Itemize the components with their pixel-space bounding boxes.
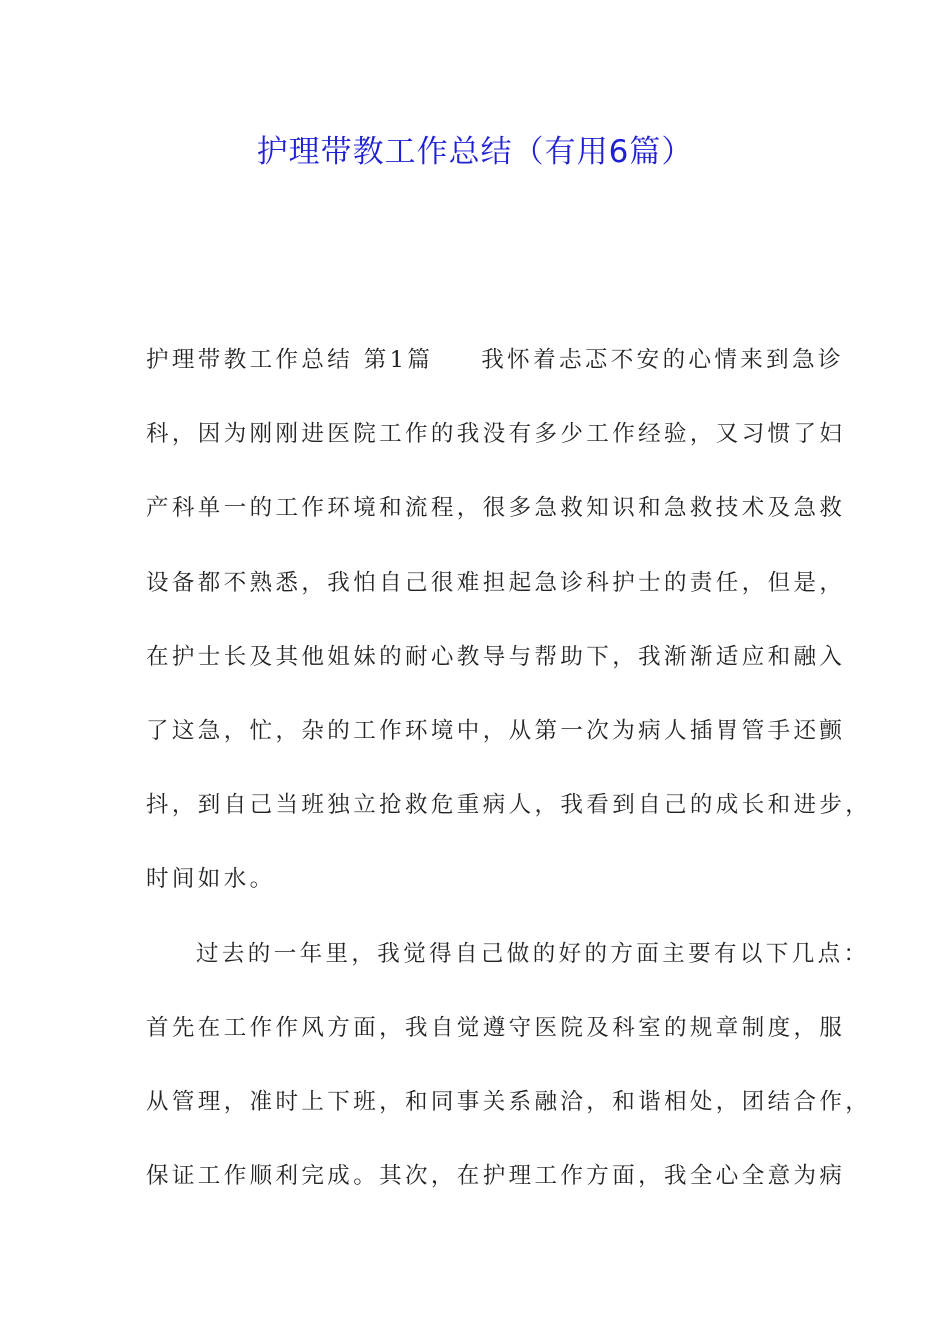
- section-heading: 护理带教工作总结 第1篇: [146, 347, 434, 373]
- paragraph-line: 了这急，忙，杂的工作环境中，从第一次为病人插胃管手还颤: [146, 717, 846, 744]
- document-title: 护理带教工作总结（有用6篇）: [256, 134, 694, 170]
- document-body: [146, 340, 872, 1230]
- paragraph-line: 产科单一的工作环境和流程，很多急救知识和急救技术及急救: [146, 495, 846, 522]
- paragraph-line: [146, 340, 844, 414]
- paragraph-line: 保证工作顺利完成。其次，在护理工作方面，我全心全意为病: [146, 1163, 846, 1190]
- paragraph-line: 从管理，准时上下班，和同事关系融洽，和谐相处，团结合作，: [146, 1088, 872, 1115]
- paragraph-line: 首先在工作作风方面，我自觉遵守医院及科室的规章制度，服: [146, 1014, 846, 1041]
- paragraph-line: 抖，到自己当班独立抢救危重病人，我看到自己的成长和进步，: [146, 792, 872, 819]
- paragraph-line: 过去的一年里，我觉得自己做的好的方面主要有以下几点：: [196, 940, 870, 967]
- paragraph-line: 科，因为刚刚进医院工作的我没有多少工作经验，又习惯了妇: [146, 421, 846, 448]
- paragraph-text: 我怀着忐忑不安的心情来到急诊: [481, 347, 844, 373]
- paragraph-line: 在护士长及其他姐妹的耐心教导与帮助下，我渐渐适应和融入: [146, 643, 846, 670]
- paragraph-line: 时间如水。: [146, 866, 276, 893]
- paragraph-line: 设备都不熟悉，我怕自己很难担起急诊科护士的责任，但是，: [146, 569, 846, 596]
